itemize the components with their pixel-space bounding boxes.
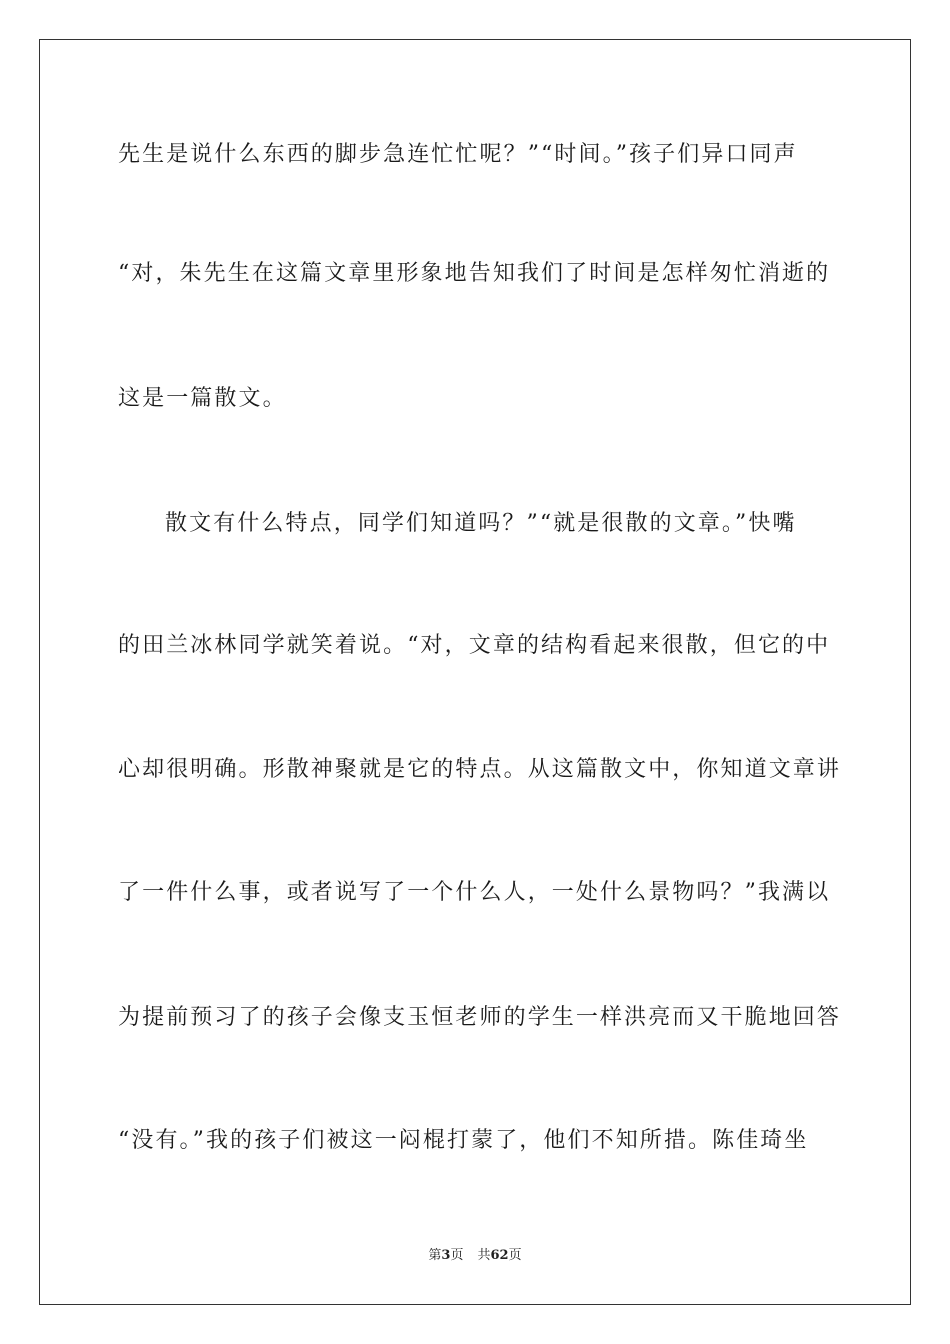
paragraph-line: 心却很明确。形散神聚就是它的特点。从这篇散文中，你知道文章讲 bbox=[118, 757, 842, 782]
page-number: 3 bbox=[441, 1248, 451, 1263]
paragraph-line: “对，朱先生在这篇文章里形象地告知我们了时间是怎样匆忙消逝的 bbox=[118, 261, 831, 286]
paragraph-line: 散文有什么特点，同学们知道吗？”“就是很散的文章。”快嘴 bbox=[165, 511, 797, 536]
paragraph-line: 先生是说什么东西的脚步急连忙忙呢？”“时间。”孩子们异口同声 bbox=[118, 142, 798, 167]
page-suffix: 页 bbox=[450, 1248, 464, 1263]
paragraph-line: 为提前预习了的孩子会像支玉恒老师的学生一样洪亮而又干脆地回答 bbox=[118, 1005, 842, 1030]
total-prefix: 共 bbox=[477, 1248, 491, 1263]
page-border bbox=[39, 39, 911, 1305]
page-prefix: 第 bbox=[428, 1248, 442, 1263]
paragraph-line: 了一件什么事，或者说写了一个什么人，一处什么景物吗？”我满以 bbox=[118, 880, 831, 905]
paragraph-line: “没有。”我的孩子们被这一闷棍打蒙了，他们不知所措。陈佳琦坐 bbox=[118, 1128, 809, 1153]
paragraph-line: 这是一篇散文。 bbox=[118, 386, 287, 411]
total-pages: 62 bbox=[490, 1248, 509, 1263]
page-footer bbox=[0, 1247, 950, 1265]
total-suffix: 页 bbox=[508, 1248, 522, 1263]
paragraph-line: 的田兰冰林同学就笑着说。“对，文章的结构看起来很散，但它的中 bbox=[118, 633, 831, 658]
